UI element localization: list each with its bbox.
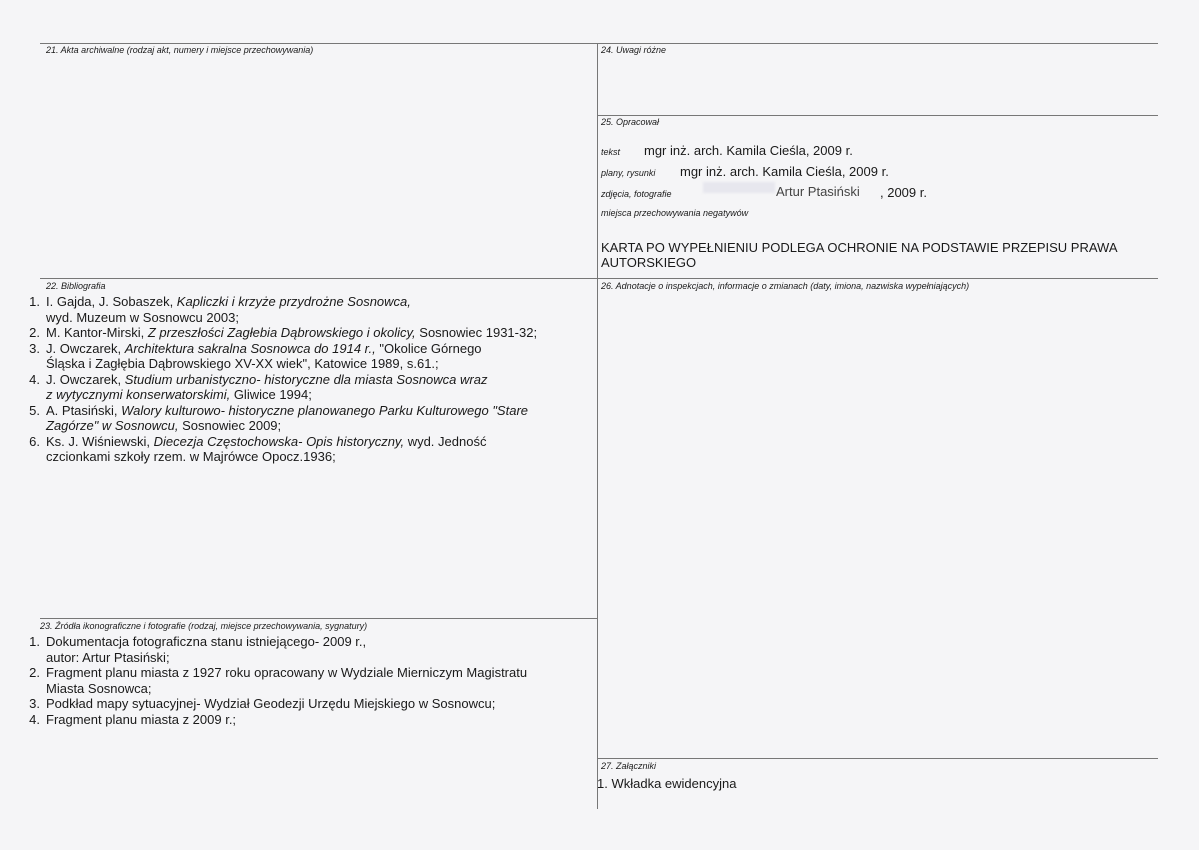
item-line bbox=[46, 449, 600, 465]
item-text: z wytycznymi konserwatorskimi, bbox=[46, 387, 231, 402]
tekst-label: tekst bbox=[601, 147, 621, 157]
plany-label: plany, rysunki bbox=[601, 168, 656, 178]
item-text: Architektura sakralna Sosnowca do 1914 r., bbox=[124, 340, 376, 356]
divider-left-23 bbox=[40, 618, 597, 619]
item-text: wyd. Jedność bbox=[404, 433, 487, 449]
item-number: 2. bbox=[29, 325, 40, 340]
redacted-area bbox=[703, 182, 775, 193]
item-text: I. Gajda, J. Sobaszek, bbox=[46, 294, 177, 309]
item-text: czcionkami szkoły rzem. w Majrówce Opocz.1936; bbox=[46, 449, 336, 464]
item-line bbox=[46, 356, 600, 372]
item-text: Diecezja Częstochowska- Opis historyczny, bbox=[153, 433, 405, 449]
item-text: Sosnowiec 2009; bbox=[178, 418, 282, 433]
item-text: A. Ptasiński, bbox=[46, 402, 122, 418]
item-text: Walory kulturowo- historyczne planowanego Parku Kulturowego "Stare bbox=[121, 402, 528, 418]
item-line bbox=[46, 341, 600, 357]
section-27-label: 27. Załączniki bbox=[601, 761, 657, 771]
item-text: Gliwice 1994; bbox=[230, 387, 312, 402]
item-line bbox=[46, 418, 600, 434]
section-22-label: 22. Bibliografia bbox=[46, 281, 106, 291]
item-line bbox=[46, 310, 600, 326]
item-number: 6. bbox=[29, 433, 40, 449]
miejsca-label: miejsca przechowywania negatywów bbox=[601, 208, 749, 218]
bibliography-item bbox=[20, 434, 600, 465]
plany-value: mgr inż. arch. Kamila Cieśla, 2009 r. bbox=[680, 164, 889, 179]
item-text: Śląska i Zagłębia Dąbrowskiego XV-XX wiek", Katowice 1989, s.61.; bbox=[46, 356, 439, 371]
item-line bbox=[46, 372, 600, 388]
section-23-label: 23. Źródła ikonograficzne i fotografie (rodzaj, miejsce przechowywania, sygnatury) bbox=[40, 621, 368, 631]
item-number: 4. bbox=[29, 371, 40, 387]
item-text: M. Kantor-Mirski, bbox=[46, 325, 148, 340]
item-line: autor: Artur Ptasiński; bbox=[46, 649, 170, 665]
section-21-label: 21. Akta archiwalne (rodzaj akt, numery i miejsce przechowywania) bbox=[46, 45, 314, 55]
section-26-label: 26. Adnotacje o inspekcjach, informacje o zmianach (daty, imiona, nazwiska wypełniających) bbox=[601, 281, 970, 291]
copyright-notice: KARTA PO WYPEŁNIENIU PODLEGA OCHRONIE NA PODSTAWIE PRZEPISU PRAWA AUTORSKIEGO bbox=[601, 240, 1117, 270]
item-line bbox=[46, 294, 600, 310]
tekst-value: mgr inż. arch. Kamila Cieśla, 2009 r. bbox=[644, 143, 853, 158]
item-text: Ks. J. Wiśniewski, bbox=[46, 433, 154, 449]
iconography-item bbox=[20, 665, 600, 696]
item-text: J. Owczarek, bbox=[46, 371, 125, 387]
item-text: Sosnowiec 1931-32; bbox=[415, 325, 538, 340]
bibliography-item bbox=[20, 372, 600, 403]
bibliography-list bbox=[20, 294, 600, 465]
item-text: Studium urbanistyczno- historyczne dla miasta Sosnowca wraz bbox=[124, 371, 488, 387]
iconography-item bbox=[20, 696, 600, 712]
item-text: "Okolice Górnego bbox=[375, 340, 482, 356]
item-number: 4. bbox=[29, 711, 40, 727]
item-number: 1. bbox=[29, 294, 40, 309]
item-number: 3. bbox=[29, 696, 40, 711]
item-line bbox=[46, 434, 600, 450]
attachment-item: 1. Wkładka ewidencyjna bbox=[597, 776, 737, 791]
divider-right-25 bbox=[597, 115, 1158, 116]
item-text: J. Owczarek, bbox=[46, 340, 125, 356]
divider-mid bbox=[40, 278, 1158, 279]
item-text: wyd. Muzeum w Sosnowcu 2003; bbox=[46, 309, 239, 325]
iconography-item bbox=[20, 634, 600, 665]
zdjecia-value: Artur Ptasiński bbox=[776, 184, 860, 199]
divider-right-27 bbox=[597, 758, 1158, 759]
item-text: Kapliczki i krzyże przydrożne Sosnowca, bbox=[176, 294, 411, 309]
iconography-list bbox=[20, 634, 600, 727]
bibliography-item bbox=[20, 341, 600, 372]
item-line bbox=[46, 387, 600, 403]
item-line bbox=[46, 403, 600, 419]
divider-top bbox=[40, 43, 1158, 44]
item-text: Z przeszłości Zagłebia Dąbrowskiego i okolicy, bbox=[147, 325, 416, 340]
item-number: 5. bbox=[29, 402, 40, 418]
bibliography-item bbox=[20, 294, 600, 325]
item-text: Zagórze" w Sosnowcu, bbox=[46, 418, 179, 433]
zdjecia-year: , 2009 r. bbox=[880, 185, 927, 200]
iconography-item bbox=[20, 712, 600, 728]
section-24-label: 24. Uwagi różne bbox=[601, 45, 667, 55]
item-line: Dokumentacja fotograficzna stanu istniejącego- 2009 r., bbox=[46, 634, 367, 649]
item-number: 1. bbox=[29, 634, 40, 649]
item-line: Fragment planu miasta z 1927 roku opracowany w Wydziale Mierniczym Magistratu bbox=[46, 665, 528, 680]
zdjecia-label: zdjęcia, fotografie bbox=[601, 189, 672, 199]
bibliography-item bbox=[20, 403, 600, 434]
item-number: 2. bbox=[29, 665, 40, 680]
item-line: Fragment planu miasta z 2009 r.; bbox=[46, 711, 237, 727]
item-line bbox=[46, 325, 600, 341]
item-number: 3. bbox=[29, 340, 40, 356]
section-25-label: 25. Opracował bbox=[601, 117, 660, 127]
item-line: Miasta Sosnowca; bbox=[46, 680, 152, 696]
item-line: Podkład mapy sytuacyjnej- Wydział Geodezji Urzędu Miejskiego w Sosnowcu; bbox=[46, 696, 496, 711]
bibliography-item bbox=[20, 325, 600, 341]
